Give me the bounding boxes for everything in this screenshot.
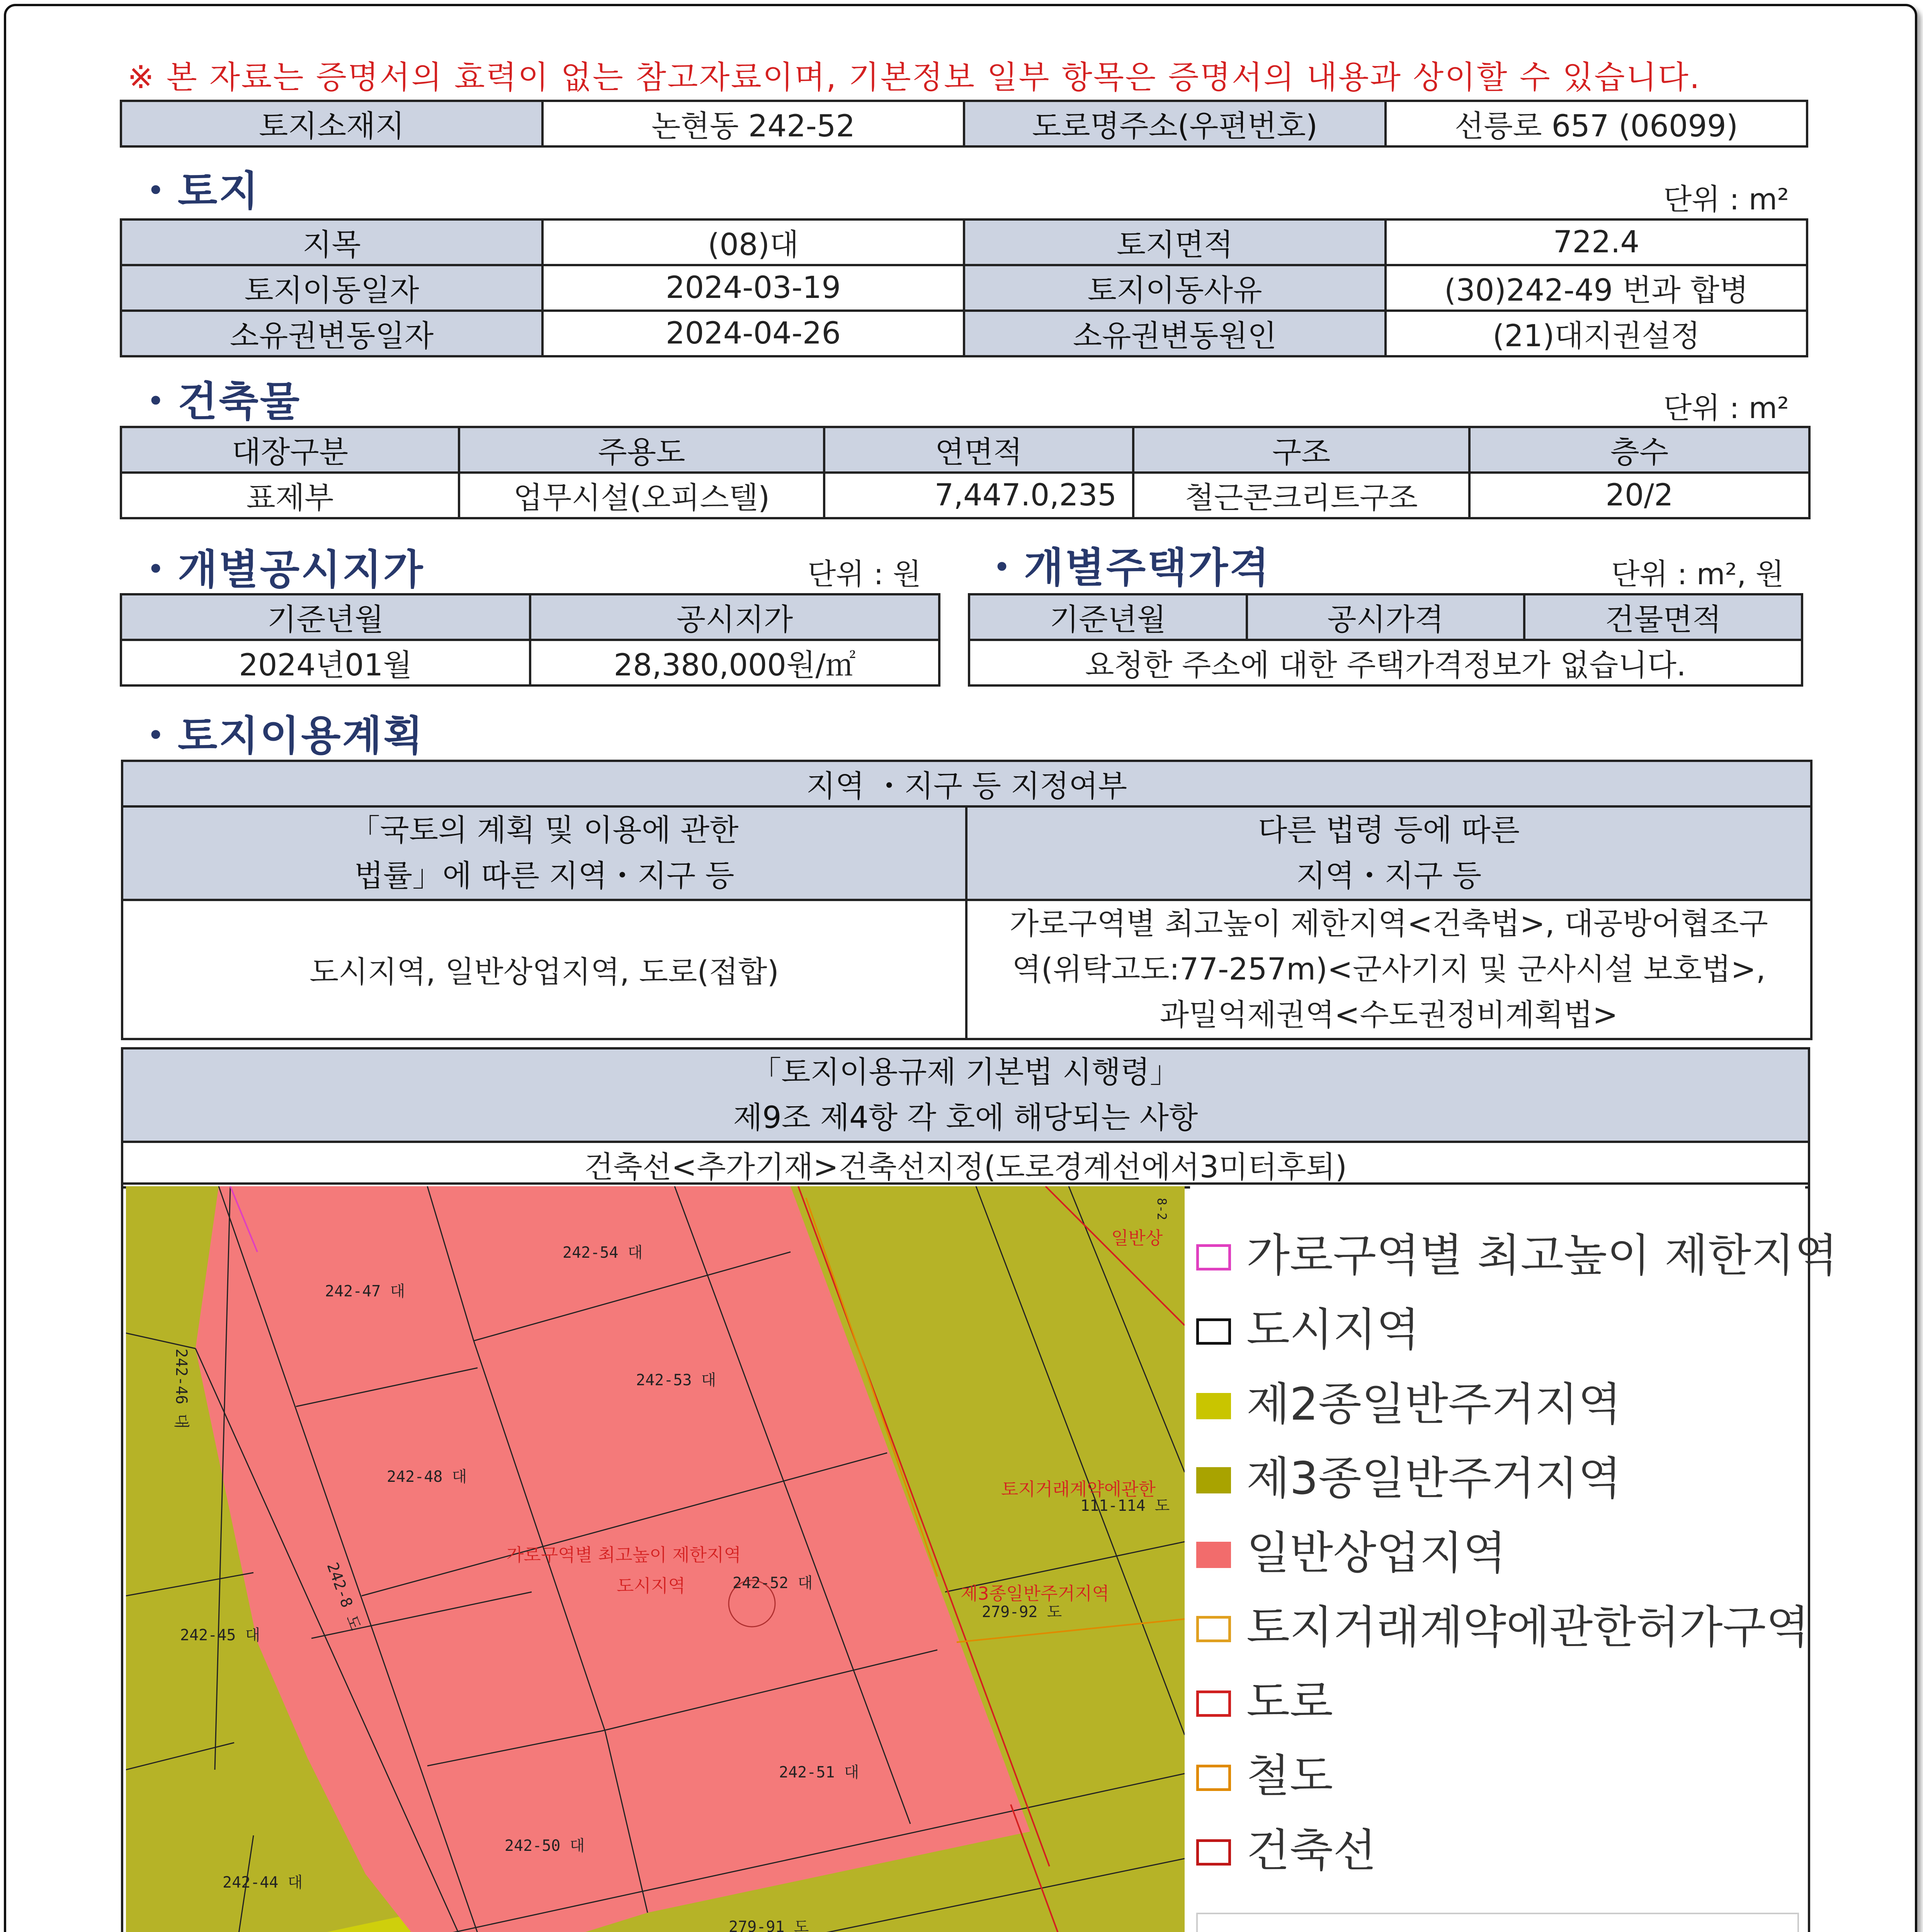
regulation-header-line: 제9조 제4항 각 호에 해당되는 사항 [733,1100,1198,1135]
official-price-title-text: 개별공시지가 [178,546,425,594]
table-header-row [122,761,1811,806]
table-row [122,1142,1809,1187]
table-row [121,311,1807,356]
legend-label: 일반상업지역 [1246,1527,1506,1579]
legend-swatch [1196,1616,1231,1642]
zone-label: 도시지역 [617,1575,685,1596]
building-cell: 업무시설(오피스텔) [459,473,824,518]
table-row [121,640,939,685]
land-use-col2-header-line: 지역・지구 등 [1296,859,1482,893]
building-section-title: ・건축물 [135,378,301,425]
parcel-label: 8-2 [1154,1198,1169,1220]
regulation-header [122,1048,1809,1142]
table-row [121,219,1807,265]
land-cell: 소유권변동일자 [121,311,542,356]
official-price-table [120,593,940,687]
table-header-row [969,594,1802,640]
land-use-col2-header [966,806,1811,900]
land-location-value: 논현동 242-52 [542,101,964,146]
legend-label: 도로 [1246,1676,1333,1728]
official-price-header: 공시지가 [530,594,939,640]
land-use-col2-value [966,900,1811,1039]
building-header: 층수 [1469,427,1809,473]
legend-swatch [1196,1542,1231,1568]
building-title-text: 건축물 [178,378,301,425]
legend-swatch [1196,1393,1231,1419]
regulation-value: 건축선<추가기재>건축선지정(도로경계선에서3미터후퇴) [122,1142,1809,1187]
land-use-col1-header-line: 법률」에 따른 지역・지구 등 [354,859,735,893]
land-use-col2-header-line: 다른 법령 등에 따른 [1258,813,1520,848]
legend-swatch [1196,1244,1231,1270]
land-title-text: 토지 [178,167,260,215]
official-price-section-title: ・개별공시지가 [135,546,425,594]
legend-label: 도시지역 [1246,1304,1420,1356]
land-use-table [121,760,1812,1040]
table-row [122,900,1811,1039]
official-price-cell: 28,380,000원/㎡ [530,640,939,685]
official-price-header: 기준년월 [121,594,530,640]
land-cell: 2024-04-26 [542,311,964,356]
parcel-label: 279-92 도 [982,1603,1062,1621]
official-price-cell: 2024년01월 [121,640,530,685]
land-use-col2-line: 가로구역별 최고높이 제한지역<건축법>, 대공방어협조구 [1010,906,1768,941]
zone-label: 토지거래계약에관한 [1001,1479,1156,1500]
table-header-row [122,1048,1809,1142]
address-table [120,100,1808,148]
legend-swatch [1196,1690,1231,1717]
parcel-label: 242-44 대 [223,1874,303,1891]
legend-swatch [1196,1765,1231,1791]
parcel-label: 242-52 대 [733,1574,813,1592]
legend-label: 가로구역별 최고높이 제한지역 [1246,1230,1838,1282]
parcel-label: 242-54 대 [563,1244,643,1262]
house-price-header: 공시가격 [1247,594,1525,640]
land-cell: 소유권변동원인 [964,311,1386,356]
scale-select[interactable] [1196,1913,1799,1932]
house-price-table [968,593,1803,687]
table-row [969,640,1802,685]
house-price-section-title: ・개별주택가격 [981,544,1271,592]
parcel-label: 242-53 대 [636,1371,716,1389]
land-table [120,218,1808,357]
house-price-title-text: 개별주택가격 [1024,544,1271,592]
building-header: 구조 [1133,427,1469,473]
house-price-header: 기준년월 [969,594,1247,640]
parcel-label: 242-45 대 [180,1626,260,1644]
land-use-col1-header [122,806,966,900]
legend-label: 제2종일반주거지역 [1246,1378,1622,1430]
legend-label: 건축선 [1246,1825,1377,1877]
zone-label: 제3종일반주거지역 [961,1583,1109,1604]
building-header: 주용도 [459,427,824,473]
map-legend [1190,1186,1838,1932]
official-price-unit: 단위 : 원 [808,557,922,591]
table-header-row [122,806,1811,900]
land-cell: 토지이동사유 [964,265,1386,311]
building-unit: 단위 : m² [1663,391,1789,425]
road-address-label: 도로명주소(우편번호) [964,101,1386,146]
land-unit: 단위 : m² [1663,182,1789,216]
house-price-unit: 단위 : m², 원 [1611,557,1784,591]
table-header-row [121,427,1809,473]
house-price-header: 건물면적 [1524,594,1802,640]
building-header: 연면적 [824,427,1133,473]
disclaimer-notice: ※ 본 자료는 증명서의 효력이 없는 참고자료이며, 기본정보 일부 항목은 증명서의 내용과 상이할 수 있습니다. [128,59,1701,96]
land-location-label: 토지소재지 [121,101,542,146]
parcel-label: 242-8 도 [323,1560,364,1633]
land-use-col2-line: 과밀억제권역<수도권정비계획법> [1160,998,1618,1032]
land-use-col1-value: 도시지역, 일반상업지역, 도로(접합) [122,900,966,1039]
land-section-title: ・토지 [135,167,260,215]
table-row [121,473,1809,518]
regulation-header-line: 「토지이용규제 기본법 시행령」 [751,1055,1180,1090]
building-header: 대장구분 [121,427,459,473]
legend-swatch [1196,1839,1231,1866]
land-use-header: 지역 ・지구 등 지정여부 [122,761,1811,806]
legend-label: 제3종일반주거지역 [1246,1452,1622,1505]
table-header-row [121,594,939,640]
land-cell: 2024-03-19 [542,265,964,311]
map-canvas[interactable] [126,1186,1185,1932]
land-use-col1-header-line: 「국토의 계획 및 이용에 관한 [350,813,739,848]
parcel-label: 279-91 도 [729,1918,809,1932]
building-cell: 철근콘크리트구조 [1133,473,1469,518]
parcel-label: 242-51 대 [779,1764,859,1781]
zone-label: 일반상 [1111,1228,1163,1248]
land-cell: (30)242-49 번과 합병 [1386,265,1807,311]
land-use-map[interactable] [126,1186,1185,1932]
land-cell: 지목 [121,219,542,265]
parcel-label: 242-48 대 [387,1468,467,1486]
legend-swatch [1196,1318,1231,1345]
zone-label: 가로구역별 최고높이 제한지역 [507,1544,741,1565]
land-use-col2-line: 역(위탁고도:77-257m)<군사기지 및 군사시설 보호법>, [1012,952,1766,987]
building-cell: 7,447.0,235 [824,473,1133,518]
land-cell: 토지이동일자 [121,265,542,311]
land-cell: (08)대 [542,219,964,265]
parcel-label: 111-114 도 [1080,1497,1170,1515]
legend-label: 철도 [1246,1750,1333,1802]
table-row [121,265,1807,311]
parcel-label: 242-50 대 [505,1837,585,1855]
building-cell: 20/2 [1469,473,1809,518]
land-cell: 토지면적 [964,219,1386,265]
road-address-value: 선릉로 657 (06099) [1386,101,1807,146]
house-price-message: 요청한 주소에 대한 주택가격정보가 없습니다. [969,640,1802,685]
parcel-label: 242-46 대 [172,1349,190,1429]
building-table [120,426,1811,519]
land-use-section-title: ・토지이용계획 [135,712,425,760]
parcel-label: 242-47 대 [325,1282,405,1300]
land-cell: (21)대지권설정 [1386,311,1807,356]
regulation-table [121,1047,1810,1189]
legend-label: 토지거래계약에관한허가구역 [1246,1601,1809,1653]
land-use-title-text: 토지이용계획 [178,712,425,760]
building-cell: 표제부 [121,473,459,518]
legend-swatch [1196,1467,1231,1493]
land-cell: 722.4 [1386,219,1807,265]
